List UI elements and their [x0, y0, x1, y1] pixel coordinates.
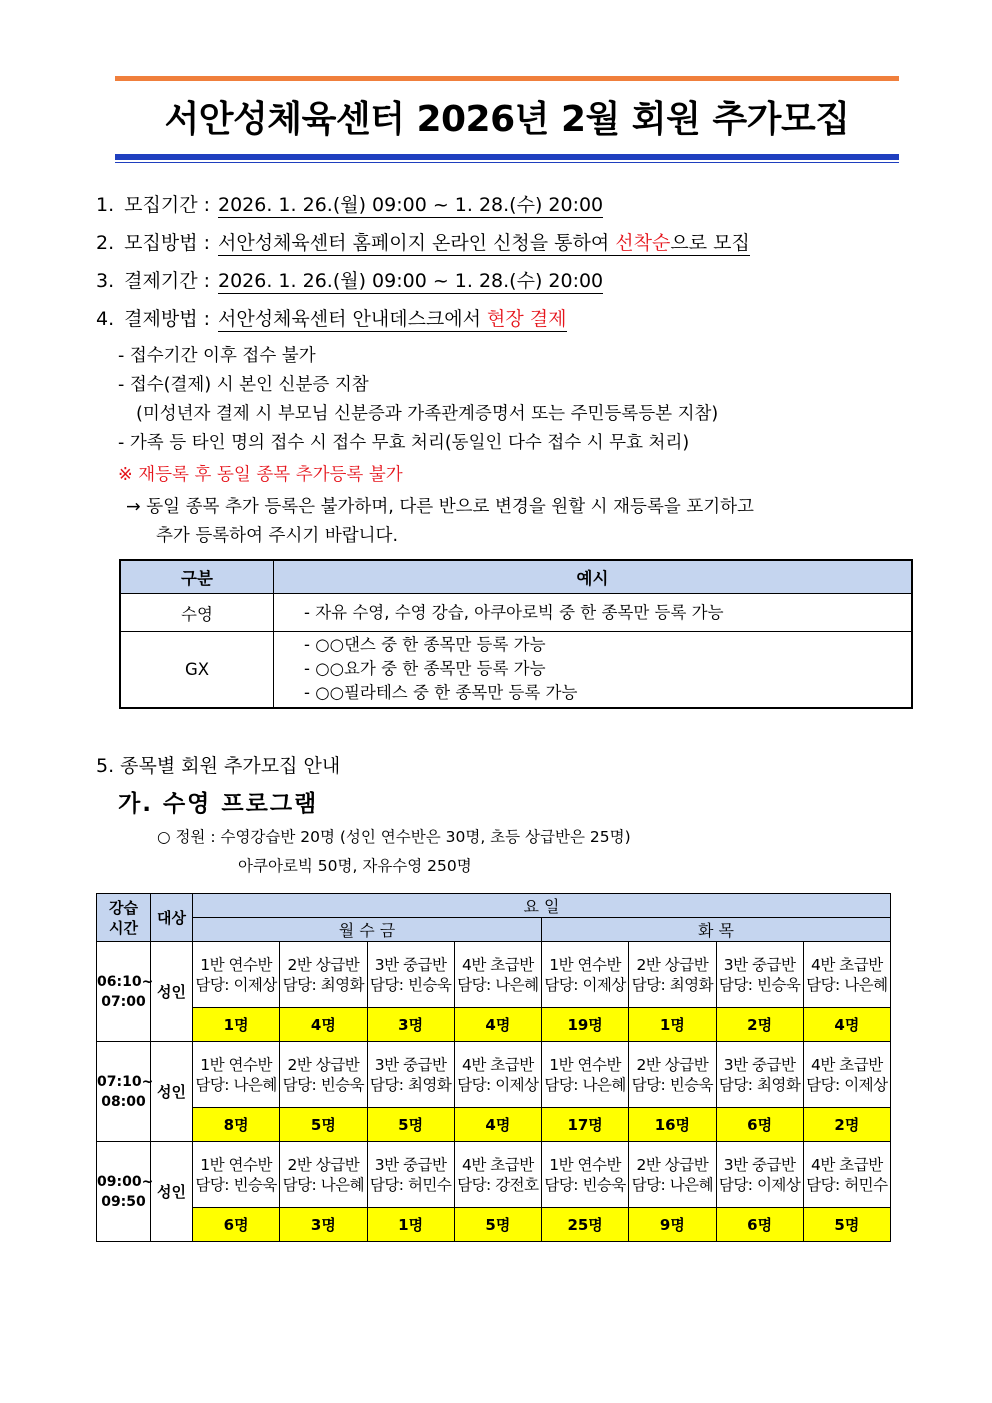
- info-item-label: 결제방법 :: [124, 308, 210, 330]
- example-table: [119, 559, 913, 709]
- class-count: 3명: [280, 1208, 367, 1242]
- info-item-label: 2.: [96, 232, 115, 254]
- info-item-label: 결제기간 :: [124, 270, 210, 292]
- class-name: 3반 중급반: [723, 1155, 796, 1174]
- value-text: 서안성체육센터 안내데스크에서: [218, 308, 488, 330]
- note-id: - 접수(결제) 시 본인 신분증 지참: [118, 375, 369, 395]
- capacity-line-2: 아쿠아로빅 50명, 자유수영 250명: [238, 857, 472, 875]
- top-orange-rule: [115, 76, 899, 81]
- class-count: 4명: [454, 1008, 541, 1042]
- class-teacher: 담당: 최영화: [282, 975, 365, 994]
- row-swim-text: - 자유 수영, 수영 강습, 아쿠아로빅 중 한 종목만 등록 가능: [274, 594, 913, 632]
- class-name: 2반 상급반: [636, 955, 709, 974]
- value-text: 으로 모집: [670, 232, 750, 254]
- class-count: 5명: [803, 1208, 890, 1242]
- class-cell: [193, 1042, 280, 1108]
- info-item-value: [218, 270, 603, 294]
- class-teacher: 담당: 나은혜: [195, 1075, 277, 1094]
- class-name: 1반 연수반: [549, 955, 621, 974]
- header-time-line: 강습: [109, 898, 138, 917]
- class-count: 3명: [367, 1008, 454, 1042]
- class-count: 8명: [193, 1108, 280, 1142]
- class-name: 3반 중급반: [723, 955, 796, 974]
- class-name: 1반 연수반: [549, 1055, 621, 1074]
- class-count: 17명: [542, 1108, 629, 1142]
- class-count: 25명: [542, 1208, 629, 1242]
- class-name: 4반 초급반: [462, 955, 534, 974]
- class-cell: [716, 1142, 803, 1208]
- header-category: 구분: [120, 560, 274, 594]
- class-teacher: 담당: 이제상: [544, 975, 626, 994]
- class-name: 1반 연수반: [200, 955, 272, 974]
- class-cell: [193, 1142, 280, 1208]
- header-time: [97, 894, 151, 942]
- class-count: 19명: [542, 1008, 629, 1042]
- class-count: 5명: [367, 1108, 454, 1142]
- class-cell: [803, 942, 890, 1008]
- class-cell: [454, 942, 541, 1008]
- time-cell: [97, 1142, 154, 1242]
- time-end: 08:00: [101, 1093, 146, 1110]
- row-swim-label: 수영: [120, 594, 274, 632]
- class-teacher: 담당: 강전호: [457, 1175, 539, 1194]
- class-count: 1명: [367, 1208, 454, 1242]
- info-item-label: 모집방법 :: [124, 232, 210, 254]
- class-name: 4반 초급반: [811, 955, 883, 974]
- class-cell: [367, 1042, 454, 1108]
- class-teacher: 담당: 나은혜: [457, 975, 539, 994]
- target-cell: 성인: [151, 942, 193, 1042]
- class-teacher: 담당: 이제상: [806, 1075, 888, 1094]
- row-gx-label: GX: [120, 632, 274, 708]
- class-name: 4반 초급반: [811, 1055, 883, 1074]
- info-item: [96, 191, 603, 219]
- class-teacher: 담당: 허민수: [369, 1175, 452, 1194]
- header-example: 예시: [274, 560, 913, 594]
- class-count: 9명: [629, 1208, 716, 1242]
- class-teacher: 담당: 이제상: [195, 975, 277, 994]
- capacity-line-1: ○ 정원 : 수영강습반 20명 (성인 연수반은 30명, 초등 상급반은 25명): [157, 828, 631, 846]
- class-count: 2명: [716, 1008, 803, 1042]
- time-cell: [97, 942, 154, 1042]
- class-teacher: 담당: 빈승욱: [282, 1075, 365, 1094]
- class-name: 2반 상급반: [636, 1155, 709, 1174]
- header-day: 요 일: [193, 894, 891, 918]
- class-teacher: 담당: 나은혜: [544, 1075, 626, 1094]
- highlight-text: 현장 결제: [487, 308, 567, 330]
- class-name: 3반 중급반: [374, 1055, 447, 1074]
- header-day-tt: 화 목: [542, 918, 891, 942]
- class-count: 6명: [193, 1208, 280, 1242]
- info-item: [96, 267, 603, 295]
- info-item-label: 모집기간 :: [124, 194, 210, 216]
- class-count: 1명: [193, 1008, 280, 1042]
- gx-line: - ○○필라테스 중 한 종목만 등록 가능: [304, 683, 578, 703]
- value-text: 2026. 1. 26.(월) 09:00 ~ 1. 28.(수) 20:00: [218, 270, 604, 292]
- note-proxy: - 가족 등 타인 명의 접수 시 접수 무효 처리(동일인 다수 접수 시 무효 처리): [118, 433, 690, 453]
- time-end: 09:50: [101, 1193, 146, 1210]
- class-cell: [629, 1042, 716, 1108]
- class-cell: [542, 1142, 629, 1208]
- class-cell: [454, 1142, 541, 1208]
- class-name: 2반 상급반: [287, 1055, 360, 1074]
- class-count: 2명: [803, 1108, 890, 1142]
- row-gx-text: [274, 632, 913, 708]
- class-count: 5명: [454, 1208, 541, 1242]
- class-name: 4반 초급반: [811, 1155, 883, 1174]
- header-time-line: 시간: [109, 918, 138, 937]
- class-cell: [367, 1142, 454, 1208]
- section-5-heading: 5. 종목별 회원 추가모집 안내: [96, 755, 341, 777]
- class-teacher: 담당: 나은혜: [631, 1175, 714, 1194]
- note-deadline: - 접수기간 이후 접수 불가: [118, 346, 316, 366]
- highlight-text: 선착순: [615, 232, 671, 254]
- class-teacher: 담당: 최영화: [369, 1075, 452, 1094]
- class-teacher: 담당: 빈승욱: [195, 1175, 277, 1194]
- class-name: 1반 연수반: [200, 1055, 272, 1074]
- info-item-label: 1.: [96, 194, 115, 216]
- class-cell: [542, 1042, 629, 1108]
- class-cell: [803, 1042, 890, 1108]
- note-minor: (미성년자 결제 시 부모님 신분증과 가족관계증명서 또는 주민등록등본 지참): [136, 404, 719, 424]
- class-cell: [716, 1042, 803, 1108]
- class-cell: [629, 1142, 716, 1208]
- section-ga-heading: 가. 수영 프로그램: [118, 791, 319, 817]
- class-name: 1반 연수반: [200, 1155, 272, 1174]
- class-teacher: 담당: 빈승욱: [369, 975, 452, 994]
- info-item-value: [218, 194, 603, 218]
- class-teacher: 담당: 빈승욱: [544, 1175, 626, 1194]
- class-name: 4반 초급반: [462, 1055, 534, 1074]
- info-item-label: 3.: [96, 270, 115, 292]
- class-cell: [367, 942, 454, 1008]
- class-teacher: 담당: 빈승욱: [631, 1075, 714, 1094]
- class-name: 2반 상급반: [287, 955, 360, 974]
- class-cell: [280, 942, 367, 1008]
- warning-re-register: ※ 재등록 후 동일 종목 추가등록 불가: [118, 465, 403, 485]
- class-count: 5명: [280, 1108, 367, 1142]
- class-teacher: 담당: 나은혜: [282, 1175, 365, 1194]
- time-end: 07:00: [101, 993, 146, 1010]
- class-teacher: 담당: 빈승욱: [718, 975, 801, 994]
- value-text: 서안성체육센터 홈페이지 온라인 신청을 통하여: [218, 232, 616, 254]
- gx-line: - ○○요가 중 한 종목만 등록 가능: [304, 659, 546, 679]
- class-teacher: 담당: 나은혜: [806, 975, 888, 994]
- class-name: 3반 중급반: [374, 1155, 447, 1174]
- class-cell: [280, 1142, 367, 1208]
- class-count: 4명: [454, 1108, 541, 1142]
- class-count: 6명: [716, 1208, 803, 1242]
- header-target: 대상: [151, 894, 193, 942]
- target-cell: 성인: [151, 1142, 193, 1242]
- gx-line: - ○○댄스 중 한 종목만 등록 가능: [304, 635, 546, 655]
- value-text: 2026. 1. 26.(월) 09:00 ~ 1. 28.(수) 20:00: [218, 194, 604, 216]
- class-name: 4반 초급반: [462, 1155, 534, 1174]
- class-cell: [803, 1142, 890, 1208]
- time-start: 06:10~: [97, 973, 154, 990]
- class-teacher: 담당: 이제상: [457, 1075, 539, 1094]
- swim-schedule-table: [96, 893, 891, 1242]
- note-arrow-2: 추가 등록하여 주시기 바랍니다.: [156, 526, 399, 546]
- title-thin-rule: [115, 162, 899, 163]
- class-teacher: 담당: 최영화: [631, 975, 714, 994]
- class-cell: [542, 942, 629, 1008]
- info-item: [96, 229, 750, 257]
- time-cell: [97, 1042, 154, 1142]
- title-blue-rule: [115, 154, 899, 160]
- info-item: [96, 305, 567, 333]
- class-count: 1명: [629, 1008, 716, 1042]
- class-cell: [629, 942, 716, 1008]
- page-title: 서안성체육센터 2026년 2월 회원 추가모집: [164, 99, 850, 140]
- target-cell: 성인: [151, 1042, 193, 1142]
- class-count: 4명: [280, 1008, 367, 1042]
- class-cell: [193, 942, 280, 1008]
- class-name: 3반 중급반: [723, 1055, 796, 1074]
- header-day-mwf: 월 수 금: [193, 918, 542, 942]
- time-start: 09:00~: [97, 1173, 154, 1190]
- info-item-value: [218, 232, 750, 256]
- class-teacher: 담당: 최영화: [718, 1075, 801, 1094]
- info-item-label: 4.: [96, 308, 115, 330]
- note-arrow-1: → 동일 종목 추가 등록은 불가하며, 다른 반으로 변경을 원할 시 재등록을 포기하고: [126, 497, 754, 517]
- class-cell: [454, 1042, 541, 1108]
- class-count: 4명: [803, 1008, 890, 1042]
- time-start: 07:10~: [97, 1073, 154, 1090]
- class-cell: [716, 942, 803, 1008]
- class-cell: [280, 1042, 367, 1108]
- class-name: 2반 상급반: [636, 1055, 709, 1074]
- class-name: 1반 연수반: [549, 1155, 621, 1174]
- class-teacher: 담당: 허민수: [806, 1175, 888, 1194]
- class-name: 2반 상급반: [287, 1155, 360, 1174]
- class-name: 3반 중급반: [374, 955, 447, 974]
- info-item-value: [218, 308, 567, 332]
- class-teacher: 담당: 이제상: [718, 1175, 801, 1194]
- class-count: 16명: [629, 1108, 716, 1142]
- class-count: 6명: [716, 1108, 803, 1142]
